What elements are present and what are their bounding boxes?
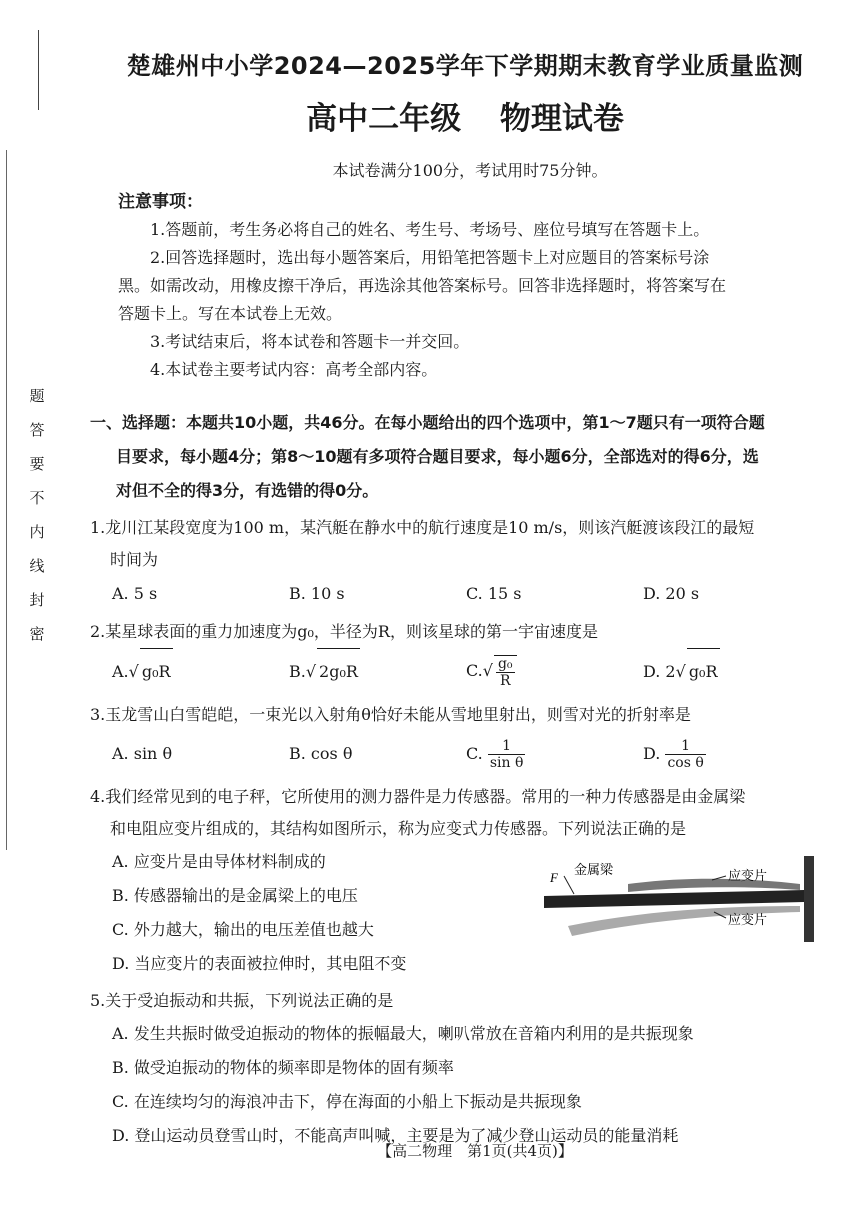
denominator: R [499,672,511,689]
numerator: 1 [665,738,705,755]
instruction-item: 1.答题前，考生务必将自己的姓名、考生号、考场号、座位号填写在答题卡上。 [150,220,710,239]
options [90,648,820,695]
option-d [643,648,820,695]
option-b: B. cos θ [289,744,353,763]
leader-line [564,876,574,894]
question-3 [90,699,820,777]
grade-label: 高中二年级 [306,101,462,137]
instruction-item: 4.本试卷主要考试内容：高考全部内容。 [150,360,438,379]
force-label: F [550,870,558,885]
force-sensor-figure [538,852,828,944]
wall-support [804,856,814,942]
fraction [488,738,526,771]
seal-notice [26,385,48,657]
option-label: B. [289,662,306,681]
questions [90,406,820,1153]
question-stem: 3.玉龙雪山白雪皑皑，一束光以入射角θ恰好未能从雪地里射出，则雪对光的折射率是 [90,705,691,724]
instructions-title: 注意事项： [118,192,203,212]
option-b [289,648,466,695]
question-2 [90,616,820,695]
option-d: D. 登山运动员登雪山时，不能高声叫喊，主要是为了减少登山运动员的能量消耗 [112,1126,679,1145]
gauge-label-top: 应变片 [728,869,768,884]
option-a [112,648,289,695]
numerator: 1 [488,738,526,755]
exam-subtitle [70,93,860,138]
section-line: 对但不全的得3分，有选错的得0分。 [116,481,379,500]
section-heading [90,406,820,508]
question-stem: 2.某星球表面的重力加速度为g₀，半径为R，则该星球的第一宇宙速度是 [90,622,598,641]
instruction-item-cont: 答题卡上。写在本试卷上无效。 [118,304,343,323]
instruction-item-cont: 黑。如需改动，用橡皮擦干净后，再选涂其他答案标号。回答非选择题时，将答案写在 [118,276,727,295]
page-footer: 【高二物理 第1页(共4页)】 [377,1142,573,1160]
exam-header [0,46,860,138]
seal-char: 要 [29,455,45,473]
beam-label: 金属梁 [574,863,614,878]
option-c [466,731,643,777]
sqrt-sign: √ [675,662,686,681]
seal-char: 内 [29,523,45,541]
option-b: B. 10 s [289,584,345,603]
instruction-item: 3.考试结束后，将本试卷和答题卡一并交回。 [150,332,470,351]
question-stem: 1.龙川江某段宽度为100 m，某汽艇在静水中的航行速度是10 m/s，则该汽艇渡该段江的最短 [90,518,755,537]
sqrt-sign: √ [482,661,493,680]
section-line: 目要求，每小题4分；第8～10题有多项符合题目要求，每小题6分，全部选对的得6分，选 [116,447,759,466]
option-c [466,648,643,695]
option-label: A. [112,662,129,681]
numerator: g₀ [497,655,513,672]
sqrt-expr: 2g₀R [317,648,360,695]
seal-char: 答 [29,421,45,439]
option-a: A. 应变片是由导体材料制成的 [112,852,326,871]
option-d [643,731,820,777]
instructions [118,188,798,384]
fraction [665,738,705,771]
section-line: 一、选择题：本题共10小题，共46分。在每小题给出的四个选项中，第1～7题只有一项符合题 [90,413,765,432]
question-stem: 4.我们经常见到的电子秤，它所使用的测力器件是力传感器。常用的一种力传感器是由金属梁 [90,787,746,806]
sqrt-sign: √ [128,662,139,681]
question-stem: 5.关于受迫振动和共振，下列说法正确的是 [90,991,394,1010]
option-b: B. 传感器输出的是金属梁上的电压 [112,886,358,905]
denominator: sin θ [489,755,524,771]
binding-line [6,150,7,850]
option-label: C. [466,744,483,763]
options [90,731,820,777]
option-d: D. 20 s [643,584,700,603]
instruction-item: 2.回答选择题时，选出每小题答案后，用铅笔把答题卡上对应题目的答案标号涂 [150,248,710,267]
question-5 [90,985,820,1153]
metal-beam [544,890,804,908]
gauge-label-bottom: 应变片 [728,913,768,928]
seal-char: 线 [29,557,45,575]
seal-char: 题 [29,387,45,405]
question-stem: 时间为 [110,550,159,569]
option-c: C. 15 s [466,584,522,603]
subject-label: 物理试卷 [499,101,624,137]
strain-gauge-top [628,879,800,892]
denominator: cos θ [667,755,704,771]
sqrt-expr: g₀R [687,648,720,695]
option-c: C. 在连续均匀的海浪冲击下，停在海面的小船上下振动是共振现象 [112,1092,582,1111]
seal-char: 封 [29,591,45,609]
question-stem: 和电阻应变片组成的，其结构如图所示，称为应变式力传感器。下列说法正确的是 [110,819,687,838]
seal-char: 不 [29,489,45,507]
option-c: C. 外力越大，输出的电压差值也越大 [112,920,374,939]
option-label: D. [643,744,661,763]
option-a: A. sin θ [112,744,173,763]
options [90,576,820,612]
seal-char: 密 [29,625,45,643]
sqrt-sign: √ [305,662,317,681]
option-a: A. 5 s [112,584,158,603]
option-a: A. 发生共振时做受迫振动的物体的振幅最大，喇叭常放在音箱内利用的是共振现象 [112,1024,694,1043]
option-b: B. 做受迫振动的物体的频率即是物体的固有频率 [112,1058,454,1077]
sqrt-expr: g₀R [140,648,173,695]
option-label: D. 2 [643,662,676,681]
exam-title: 楚雄州中小学2024—2025学年下学期期末教育学业质量监测 [126,52,804,80]
question-1 [90,512,820,612]
fraction [494,655,517,689]
exam-meta: 本试卷满分100分，考试用时75分钟。 [332,161,608,180]
option-d: D. 当应变片的表面被拉伸时，其电阻不变 [112,954,407,973]
option-label: C. [466,661,483,680]
